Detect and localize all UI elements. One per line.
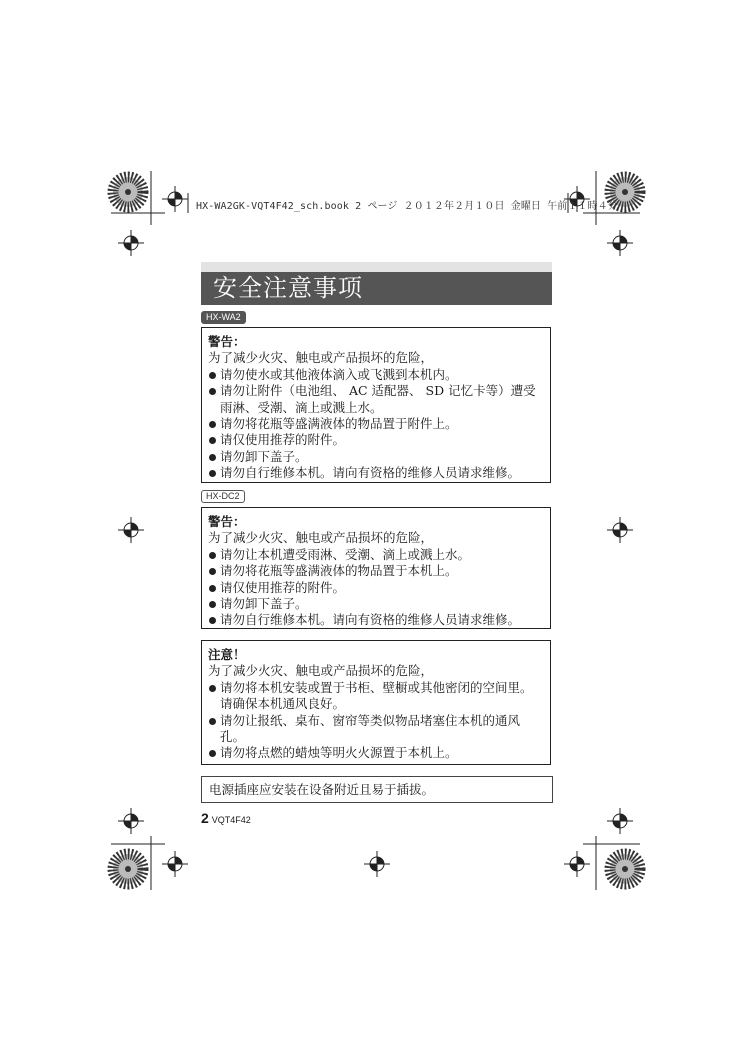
page-title: 安全注意事项	[213, 274, 363, 302]
list-item: 请勿自行维修本机。请向有资格的维修人员请求维修。	[208, 465, 544, 481]
model-tag-hx-dc2: HX-DC2	[201, 490, 245, 503]
section-title-bar	[201, 262, 552, 305]
model-tag-hx-wa2: HX-WA2	[201, 311, 246, 324]
warning-heading: 警告：	[208, 514, 246, 529]
list-item: 请勿使水或其他液体滴入或飞溅到本机内。	[208, 367, 544, 383]
warning-intro: 为了减少火灾、触电或产品损坏的危险，	[208, 530, 434, 546]
warning-heading: 警告：	[208, 334, 246, 349]
list-item: 请勿卸下盖子。	[208, 596, 544, 612]
list-item: 请勿让报纸、桌布、窗帘等类似物品堵塞住本机的通风孔。	[208, 713, 544, 746]
caution-heading: 注意！	[208, 647, 246, 662]
list-item: 请勿将花瓶等盛满液体的物品置于本机上。	[208, 563, 544, 579]
list-item: 请勿让本机遭受雨淋、受潮、滴上或溅上水。	[208, 547, 544, 563]
list-item: 请勿让附件（电池组、 AC 适配器、 SD 记忆卡等）遭受雨淋、受潮、滴上或溅上水。	[208, 383, 544, 416]
list-item: 请勿卸下盖子。	[208, 449, 544, 465]
warning-box-hx-wa2	[201, 327, 551, 483]
warning-box-hx-dc2	[201, 507, 551, 629]
list-item: 请仅使用推荐的附件。	[208, 580, 544, 596]
page-number: 2	[201, 810, 209, 826]
warning-intro: 为了减少火灾、触电或产品损坏的危险，	[208, 350, 434, 366]
file-info-header: HX-WA2GK-VQT4F42_sch.book 2 ページ ２０１２年２月１０日 金曜日 午前１１時４分	[196, 201, 618, 212]
list-item: 请勿将花瓶等盛满液体的物品置于附件上。	[208, 416, 544, 432]
list-item: 请仅使用推荐的附件。	[208, 432, 544, 448]
list-item: 请勿将本机安装或置于书柜、壁橱或其他密闭的空间里。请确保本机通风良好。	[208, 680, 544, 713]
caution-box	[201, 640, 551, 765]
list-item: 请勿自行维修本机。请向有资格的维修人员请求维修。	[208, 612, 544, 628]
document-code: VQT4F42	[211, 815, 251, 825]
caution-intro: 为了减少火灾、触电或产品损坏的危险，	[208, 663, 434, 679]
list-item: 请勿将点燃的蜡烛等明火火源置于本机上。	[208, 745, 544, 761]
power-outlet-notice: 电源插座应安装在设备附近且易于插拔。	[201, 776, 553, 803]
page-footer	[201, 810, 251, 828]
